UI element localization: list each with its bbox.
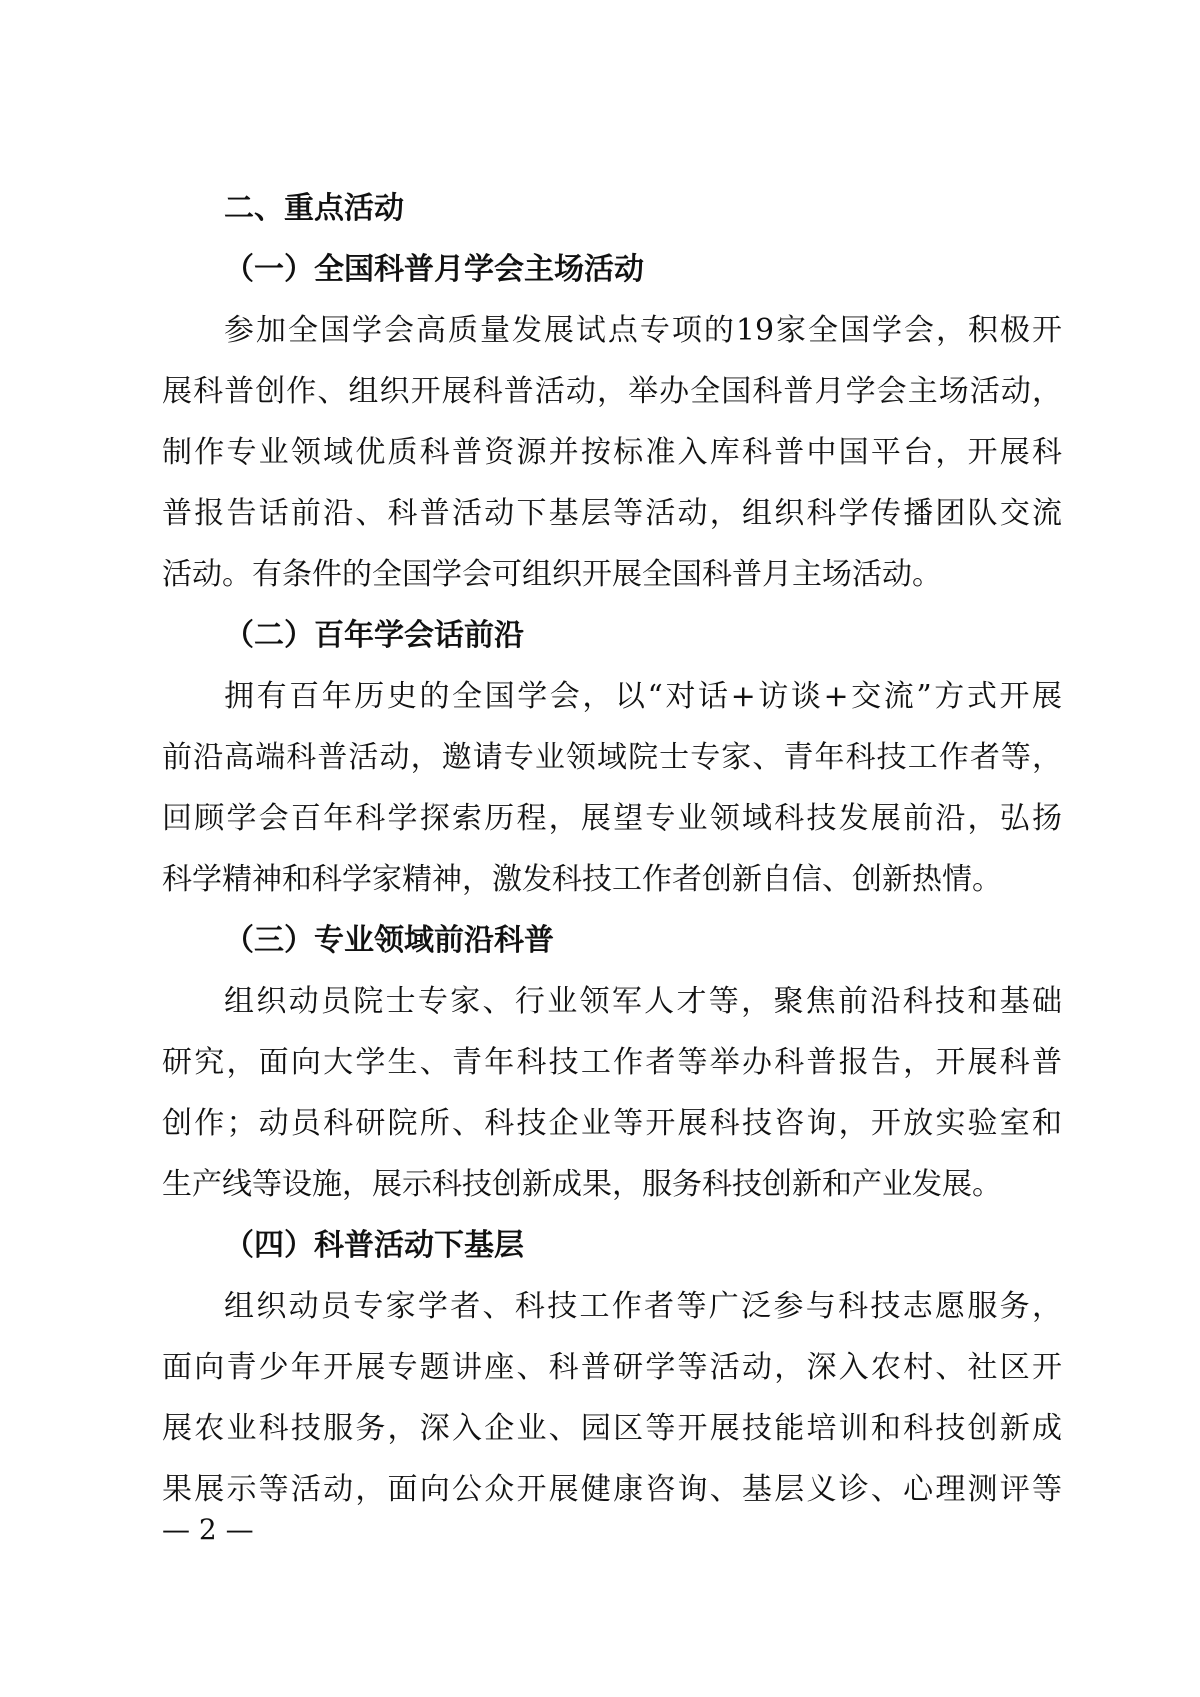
subsection-2 xyxy=(162,605,1062,910)
paragraph xyxy=(162,971,1062,1215)
section-heading: 二、重点活动 xyxy=(224,191,404,226)
text-line: 生产线等设施，展示科技创新成果，服务科技创新和产业发展。 xyxy=(162,1167,1002,1202)
text-line: 组织动员专家学者、科技工作者等广泛参与科技志愿服务， xyxy=(224,1289,1062,1324)
subsection-title: （二）百年学会话前沿 xyxy=(224,618,524,653)
paragraph xyxy=(162,1276,1062,1520)
subsection-4 xyxy=(162,1215,1062,1520)
text-line: 活动。有条件的全国学会可组织开展全国科普月主场活动。 xyxy=(162,557,942,592)
text-line: 组织动员院士专家、行业领军人才等，聚焦前沿科技和基础 xyxy=(224,984,1062,1019)
text-line: 果展示等活动，面向公众开展健康咨询、基层义诊、心理测评等 xyxy=(162,1472,1062,1507)
document-body xyxy=(162,178,1062,1520)
text-line: 科学精神和科学家精神，激发科技工作者创新自信、创新热情。 xyxy=(162,862,1002,897)
text-line: 创作；动员科研院所、科技企业等开展科技咨询，开放实验室和 xyxy=(162,1106,1062,1141)
subsection-title: （三）专业领域前沿科普 xyxy=(224,923,554,958)
paragraph xyxy=(162,666,1062,910)
text-line: 参加全国学会高质量发展试点专项的19家全国学会，积极开 xyxy=(224,313,1062,348)
text-line: 研究，面向大学生、青年科技工作者等举办科普报告，开展科普 xyxy=(162,1045,1062,1080)
text-line: 展农业科技服务，深入企业、园区等开展技能培训和科技创新成 xyxy=(162,1411,1062,1446)
text-line: 普报告话前沿、科普活动下基层等活动，组织科学传播团队交流 xyxy=(162,496,1062,531)
text-line: 前沿高端科普活动，邀请专业领域院士专家、青年科技工作者等， xyxy=(162,740,1062,775)
text-line: 制作专业领域优质科普资源并按标准入库科普中国平台，开展科 xyxy=(162,435,1062,470)
paragraph xyxy=(162,300,1062,605)
text-line: 回顾学会百年科学探索历程，展望专业领域科技发展前沿，弘扬 xyxy=(162,801,1062,836)
text-line: 展科普创作、组织开展科普活动，举办全国科普月学会主场活动， xyxy=(162,374,1062,409)
text-line: 面向青少年开展专题讲座、科普研学等活动，深入农村、社区开 xyxy=(162,1350,1062,1385)
subsection-title: （四）科普活动下基层 xyxy=(224,1228,524,1263)
page-number: — 2 — xyxy=(162,1513,254,1546)
subsection-1 xyxy=(162,239,1062,605)
subsection-title: （一）全国科普月学会主场活动 xyxy=(224,252,644,287)
subsection-3 xyxy=(162,910,1062,1215)
text-line: 拥有百年历史的全国学会，以“对话+访谈+交流”方式开展 xyxy=(224,679,1062,714)
